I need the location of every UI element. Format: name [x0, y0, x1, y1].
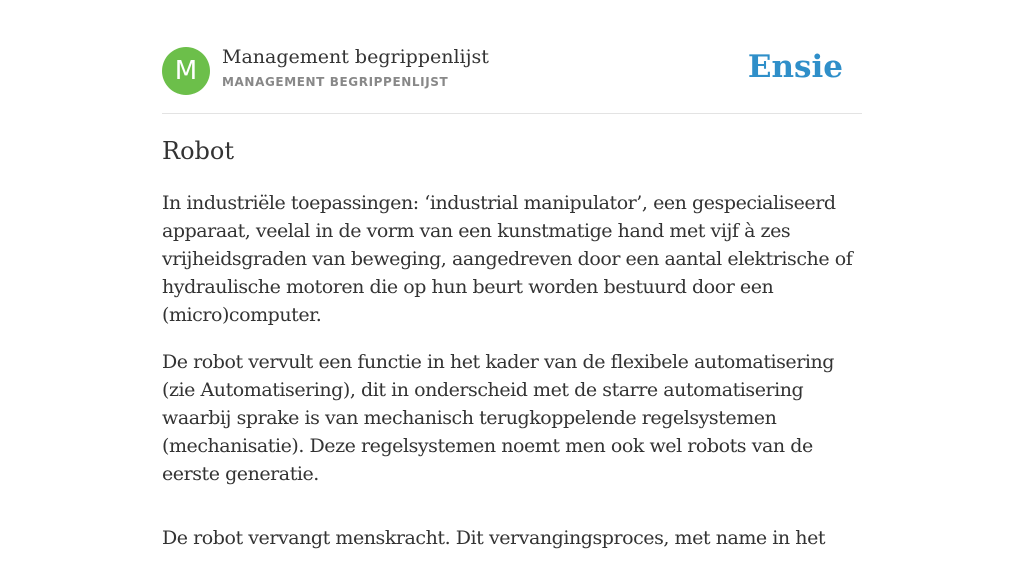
page-container: [162, 0, 862, 549]
article-paragraph: De robot vervult een functie in het kader van de flexibele automatisering (zie Automatisering), dit in onderscheid met de starre automatisering waarbij sprake is van mechanisch terugkoppelende regelsystemen (mechanisatie). Deze regelsystemen noemt men ook wel robots van de eerste generatie.: [162, 351, 834, 485]
site-subtitle: MANAGEMENT BEGRIPPENLIJST: [222, 75, 449, 89]
header: [162, 0, 862, 114]
brand-logo[interactable]: Ensie: [747, 49, 843, 85]
article-paragraph: De robot vervangt menskracht. Dit vervangingsproces, met name in het: [162, 527, 826, 549]
site-title[interactable]: Management begrippenlijst: [222, 46, 489, 68]
avatar[interactable]: M: [162, 47, 210, 95]
article-title: Robot: [162, 137, 234, 165]
article-paragraph: In industriële toepassingen: ‘industrial manipulator’, een gespecialiseerd apparaat, veelal in de vorm van een kunstmatige hand met vijf à zes vrijheidsgraden van beweging, aangedreven door een aantal elektrische of hydraulische motoren die op hun beurt worden bestuurd door een (micro)computer.: [162, 192, 853, 326]
article-body: [162, 189, 862, 571]
